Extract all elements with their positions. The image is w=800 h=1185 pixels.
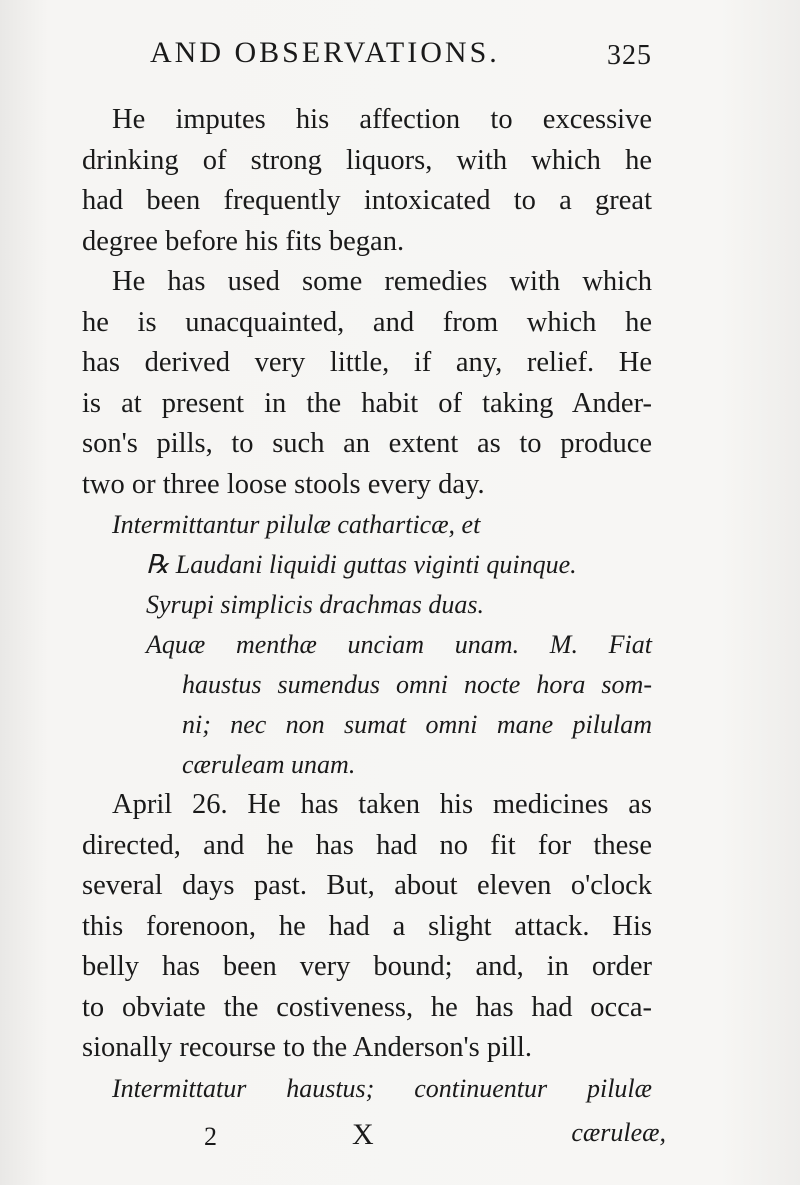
text-line: cæruleam unam. (182, 750, 356, 779)
text-line: ℞ Laudani liquidi guttas viginti quinque. (146, 550, 577, 579)
text-line: to obviate the costiveness, he has had occa- (82, 991, 652, 1023)
text-line: ni; nec non sumat omni mane pilulam (182, 710, 652, 739)
signature-mark: 2 (204, 1122, 217, 1151)
catchword: cæruleæ, (571, 1118, 666, 1147)
text-line: son's pills, to such an extent as to produce (82, 428, 652, 459)
text-line: sionally recourse to the Anderson's pill. (82, 1032, 532, 1063)
signature-letter: X (352, 1118, 374, 1151)
text-line: two or three loose stools every day. (82, 468, 485, 500)
text-line: April 26. He has taken his medicines as (112, 789, 652, 820)
text-line: Aquæ menthæ unciam unam. M. Fiat (146, 630, 652, 659)
text-line: Intermittantur pilulæ catharticæ, et (112, 510, 481, 539)
text-line: had been frequently intoxicated to a great (82, 185, 652, 216)
text-line: is at present in the habit of taking Ander- (82, 387, 652, 419)
text-line: has derived very little, if any, relief. He (82, 347, 652, 378)
text-line: drinking of strong liquors, with which he (82, 144, 652, 176)
text-line: He has used some remedies with which (112, 266, 652, 297)
text-line: Intermittatur haustus; continuentur pilulæ (112, 1073, 652, 1103)
text-line: he is unacquainted, and from which he (82, 306, 652, 338)
text-line: He imputes his affection to excessive (112, 104, 652, 135)
page-header (150, 36, 660, 86)
text-line: belly has been very bound; and, in order (82, 951, 652, 982)
text-line: degree before his fits began. (82, 225, 405, 257)
page-footer (82, 1118, 666, 1158)
body-text (82, 100, 652, 1109)
text-line: haustus sumendus omni nocte hora som- (182, 670, 652, 699)
text-line: several days past. But, about eleven o'clock (82, 870, 652, 901)
running-title: AND OBSERVATIONS. (150, 36, 500, 69)
text-line: Syrupi simplicis drachmas duas. (146, 590, 484, 619)
text-line: directed, and he has had no fit for these (82, 829, 652, 861)
page-number: 325 (607, 40, 652, 71)
text-line: this forenoon, he had a slight attack. His (82, 910, 652, 942)
